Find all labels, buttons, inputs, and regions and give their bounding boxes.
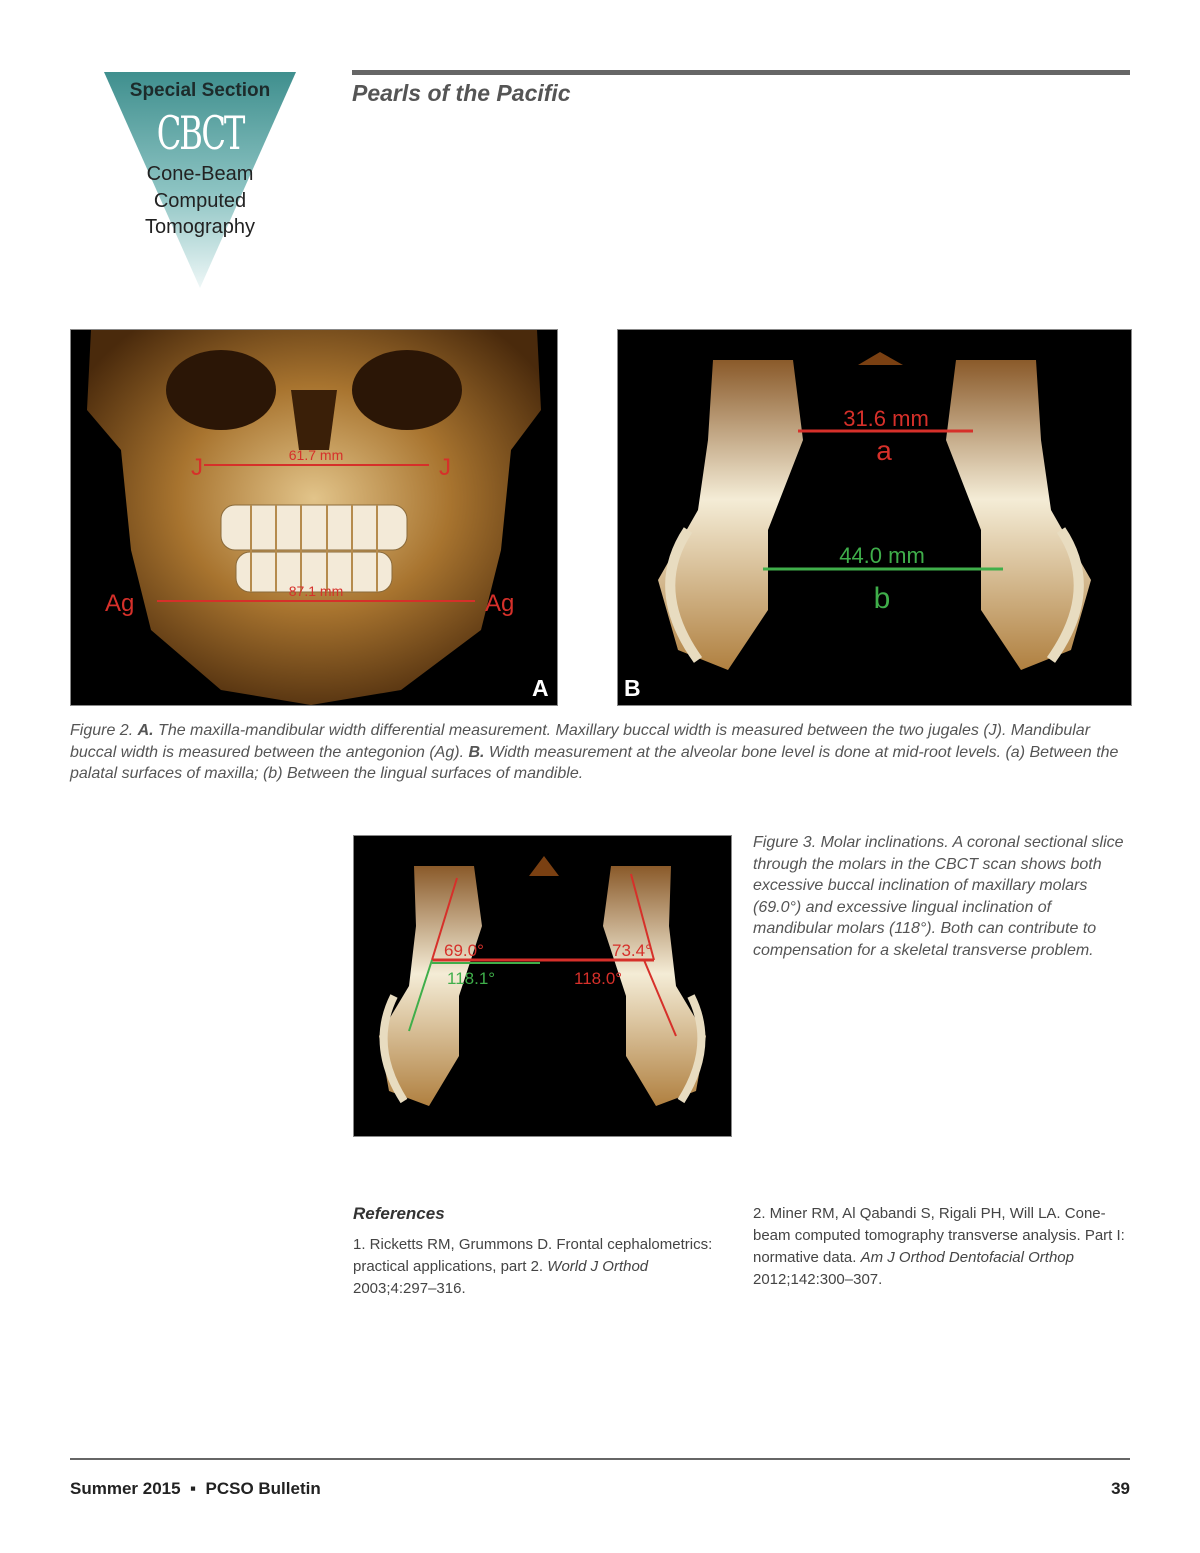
figure-3-caption: Figure 3. Molar inclinations. A coronal sectional slice through the molars in the CBCT scan shows both excessive buccal inclination of maxillary molars (69.0°) and excessive lingual inclination of mandibular molars (118°). Both can contribute to compensation for a skeletal transverse problem. (753, 834, 1124, 959)
caption-b-text: Width measurement at the alveolar bone level is done at mid-root levels. (a) Between the palatal surfaces of maxilla; (b) Between the lingual surfaces of mandible. (70, 743, 1119, 782)
references-heading: References (353, 1204, 445, 1223)
reference-1-tail: 2003;4:297–316. (353, 1280, 466, 1297)
panel-label-b: B (624, 675, 641, 701)
reference-2-journal: Am J Orthod Dentofacial Orthop (860, 1249, 1074, 1266)
antegonion-right-label: Ag (485, 590, 515, 617)
figure-3-molar-inclination-image (353, 835, 732, 1137)
badge-line-3: Tomography (144, 216, 256, 238)
header-rule (352, 70, 1130, 75)
antegonion-left-label: Ag (105, 590, 135, 617)
caption-a-text: The maxilla-mandibular width differential measurement. Maxillary buccal width is measured between the two jugales (J). Mandibular buccal width is measured between the antegonion (Ag). (70, 722, 1091, 761)
mandibular-width-label: 87.1 mm (288, 583, 344, 599)
figure-2a-skull-image (70, 329, 558, 706)
caption-prefix: Figure 2. (70, 722, 138, 739)
badge-section-label: Special Section (129, 80, 271, 101)
width-a-letter: a (876, 435, 892, 466)
badge-line-1: Cone-Beam (146, 163, 254, 185)
figure-2-caption (70, 720, 1130, 785)
figure-2b-molar-section-image (617, 329, 1132, 706)
reference-1-journal: World J Orthod (547, 1258, 649, 1275)
reference-1 (353, 1234, 723, 1300)
caption-b-label: B. (468, 743, 485, 761)
width-b-letter: b (873, 582, 891, 615)
reference-2 (753, 1203, 1130, 1291)
width-a-value: 31.6 mm (843, 406, 929, 431)
maxillary-width-label: 61.7 mm (288, 447, 344, 463)
reference-1-text: 1. Ricketts RM, Grummons D. Frontal cephalometrics: practical applications, part 2. (353, 1236, 713, 1275)
badge-acronym: CBCT (156, 106, 244, 160)
angle-lower-right: 118.0° (574, 969, 623, 988)
panel-label-a: A (532, 675, 549, 701)
angle-upper-right: 73.4° (612, 941, 652, 960)
jugale-left-label: J (191, 454, 203, 481)
badge-line-2: Computed (153, 190, 247, 212)
caption-a-label: A. (137, 722, 154, 739)
angle-upper-left: 69.0° (444, 941, 484, 960)
reference-2-text: 2. Miner RM, Al Qabandi S, Rigali PH, Will LA. Cone-beam computed tomography transverse analysis. Part I: normative data. (753, 1205, 1125, 1266)
reference-2-tail: 2012;142:300–307. (753, 1271, 883, 1288)
footer-rule (70, 1458, 1130, 1460)
page-number: 39 (1111, 1479, 1130, 1498)
footer-issue: Summer 2015 ▪ PCSO Bulletin (70, 1479, 321, 1498)
jugale-right-label: J (439, 454, 451, 481)
angle-lower-left: 118.1° (447, 969, 496, 988)
width-b-value: 44.0 mm (839, 543, 925, 568)
section-title: Pearls of the Pacific (352, 80, 571, 106)
